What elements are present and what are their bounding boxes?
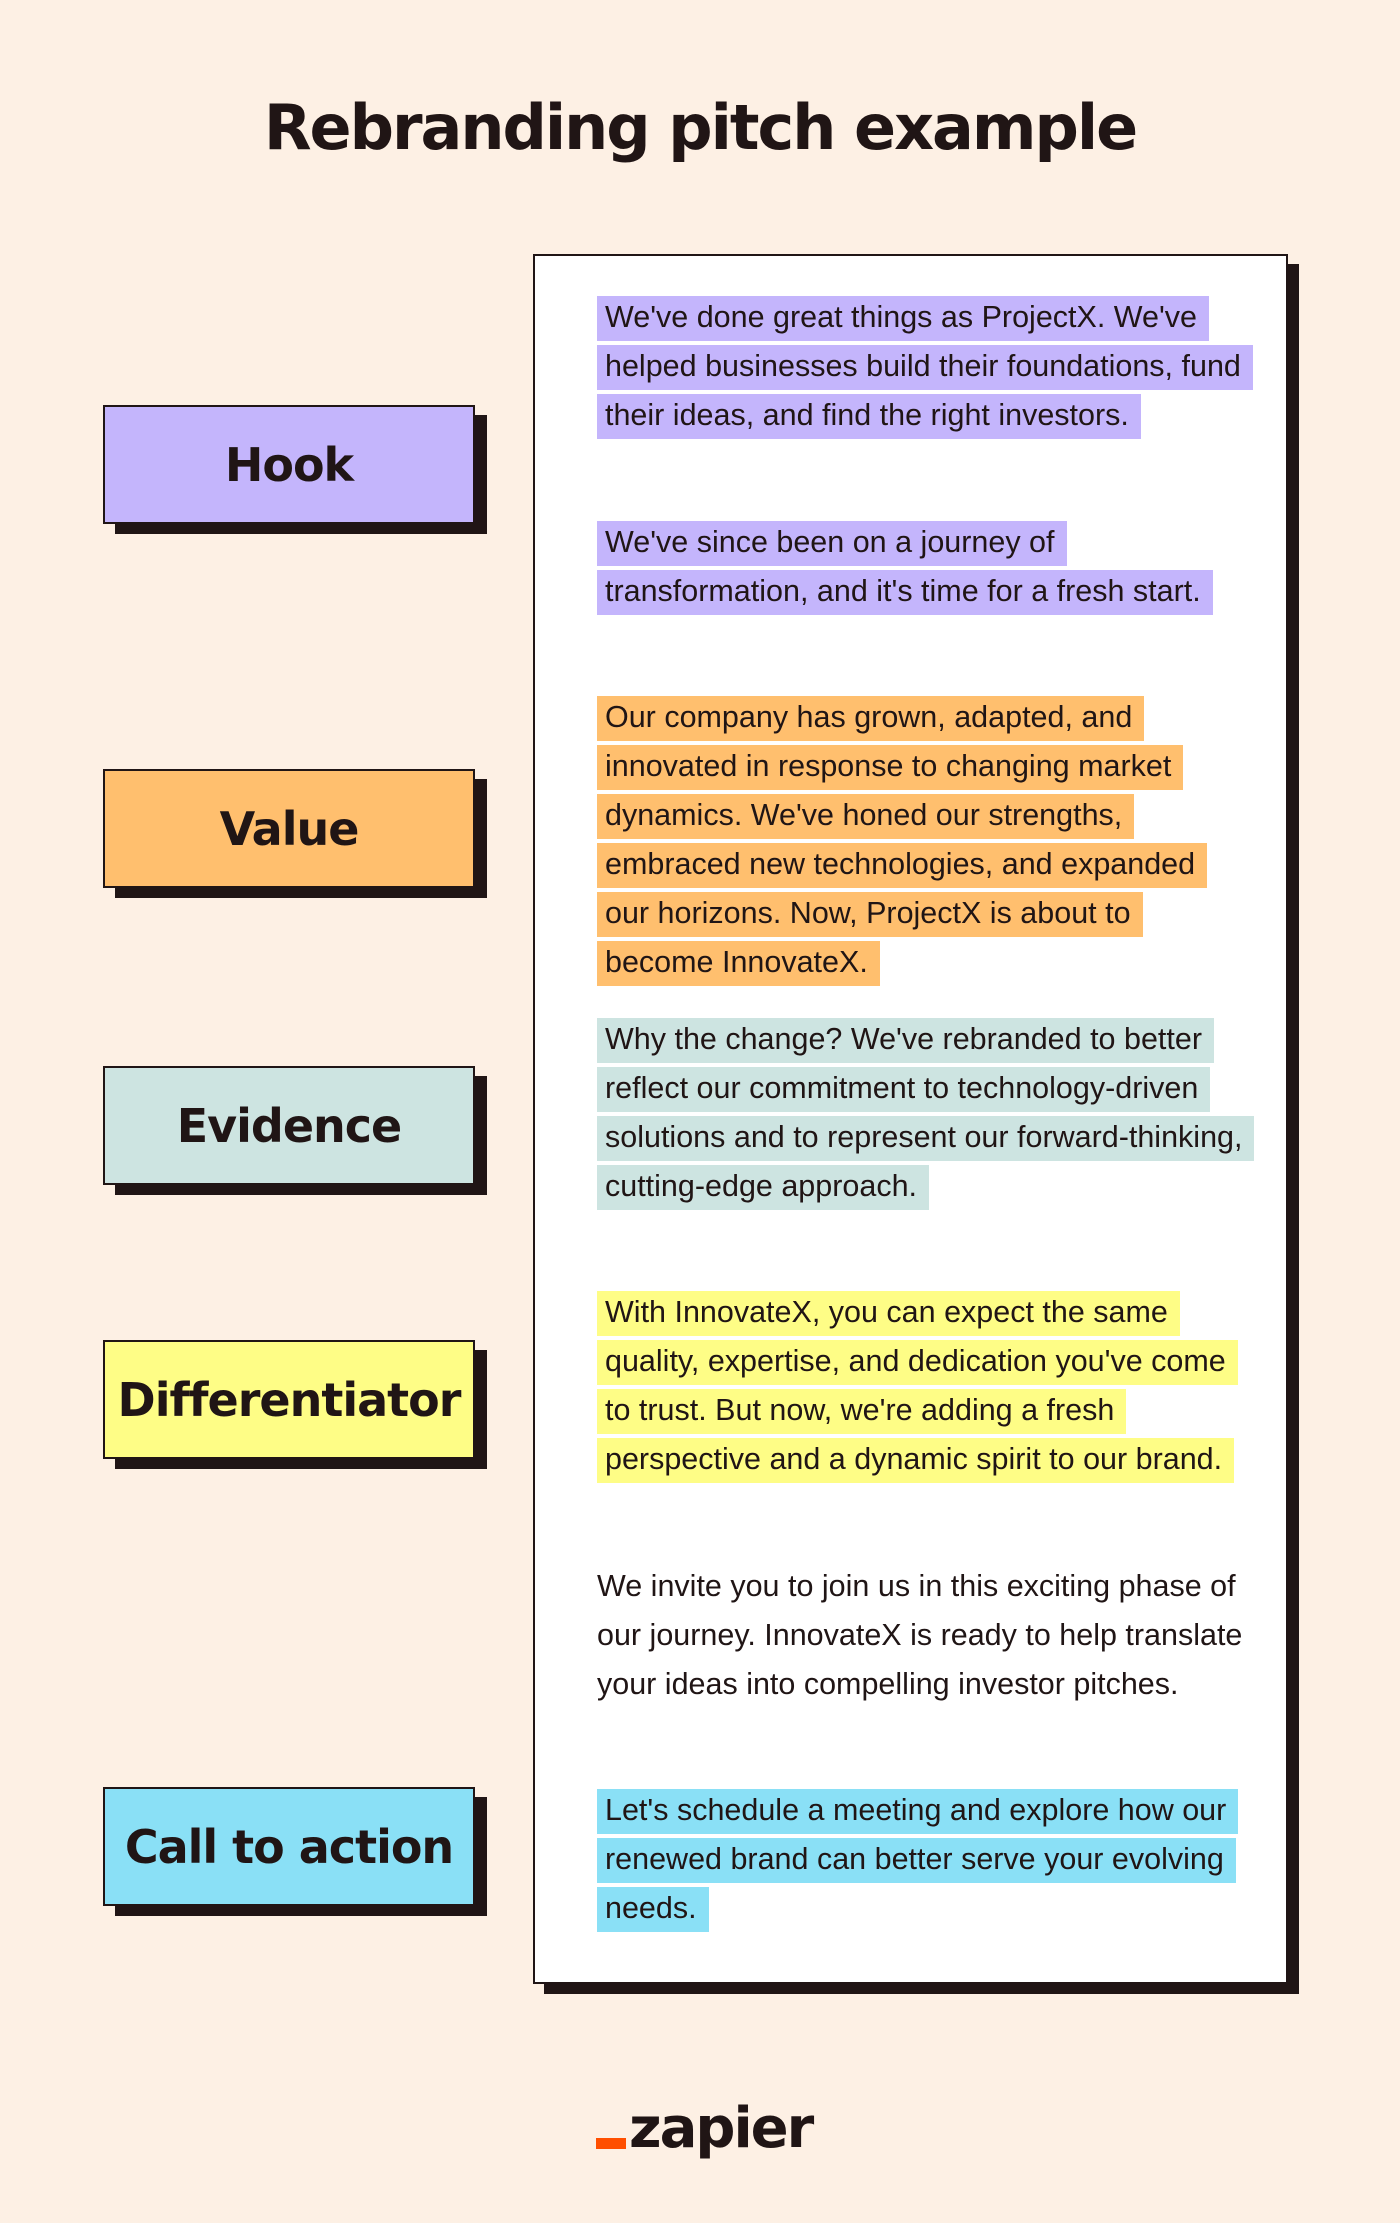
highlight-evidence: Why the change? We've rebranded to better reflect our commitment to technology-driven solutions and to represent our forward-thinking, cutting-edge approach. bbox=[597, 1018, 1254, 1210]
highlight-hook-2: We've since been on a journey of transformation, and it's time for a fresh start. bbox=[597, 521, 1213, 615]
paragraph-plain bbox=[597, 1562, 1247, 1709]
paragraph-hook-1 bbox=[597, 293, 1247, 440]
label-hook: Hook bbox=[103, 405, 475, 524]
page-title: Rebranding pitch example bbox=[263, 91, 1137, 164]
label-value: Value bbox=[103, 769, 475, 888]
highlight-call-to-action: Let's schedule a meeting and explore how our renewed brand can better serve your evolving needs. bbox=[597, 1789, 1238, 1932]
pitch-card bbox=[533, 254, 1288, 1984]
zapier-logo bbox=[596, 2085, 812, 2165]
paragraph-evidence bbox=[597, 1015, 1247, 1211]
highlight-value: Our company has grown, adapted, and innovated in response to changing market dynamics. We've honed our strengths, embraced new technologies, and expanded our horizons. Now, ProjectX is about to become InnovateX. bbox=[597, 696, 1207, 986]
paragraph-call-to-action bbox=[597, 1786, 1247, 1933]
paragraph-hook-2 bbox=[597, 518, 1247, 616]
logo-text: zapier bbox=[629, 2096, 813, 2161]
highlight-differentiator: With InnovateX, you can expect the same quality, expertise, and dedication you've come to trust. But now, we're adding a fresh perspective and a dynamic spirit to our brand. bbox=[597, 1291, 1238, 1483]
underscore-bar-icon bbox=[596, 2138, 626, 2149]
paragraph-differentiator bbox=[597, 1288, 1247, 1484]
label-differentiator: Differentiator bbox=[103, 1340, 475, 1459]
label-call-to-action: Call to action bbox=[103, 1787, 475, 1906]
paragraph-value bbox=[597, 693, 1247, 987]
highlight-hook-1: We've done great things as ProjectX. We've helped businesses build their foundations, fund their ideas, and find the right investors. bbox=[597, 296, 1253, 439]
label-evidence: Evidence bbox=[103, 1066, 475, 1185]
plain-text: We invite you to join us in this exciting phase of our journey. InnovateX is ready to help translate your ideas into compelling investor pitches. bbox=[597, 1569, 1243, 1701]
